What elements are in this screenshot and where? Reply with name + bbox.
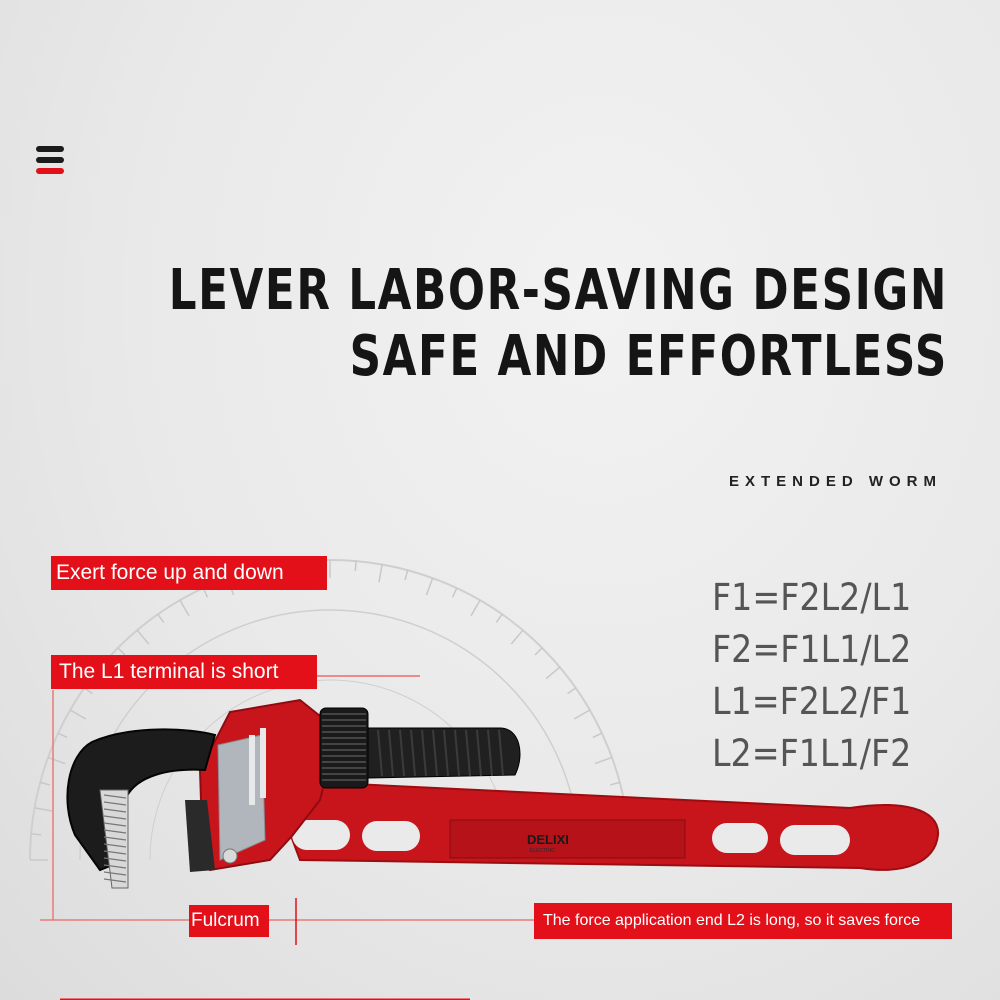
subheading: EXTENDED WORM — [729, 473, 942, 490]
label-exert-force: Exert force up and down — [51, 556, 327, 590]
headline-line-2: SAFE AND EFFORTLESS — [349, 324, 948, 389]
label-l1-terminal: The L1 terminal is short — [51, 655, 317, 689]
svg-text:ELECTRIC: ELECTRIC — [530, 848, 555, 854]
label-force-end: The force application end L2 is long, so it saves force — [534, 903, 952, 939]
headline — [169, 258, 948, 390]
label-fulcrum: Fulcrum — [189, 905, 269, 937]
headline-line-1: LEVER LABOR-SAVING DESIGN — [168, 258, 948, 323]
hamburger-menu-icon[interactable] — [36, 146, 64, 176]
brand-logo: DELIXI — [527, 832, 569, 847]
formula-f2: F2=F1L1/L2 — [712, 628, 912, 671]
formula-l1: L1=F2L2/F1 — [712, 680, 912, 723]
formula-f1: F1=F2L2/L1 — [712, 576, 912, 619]
formula-l2: L2=F1L1/F2 — [712, 732, 912, 775]
lever-formulas — [712, 575, 952, 783]
